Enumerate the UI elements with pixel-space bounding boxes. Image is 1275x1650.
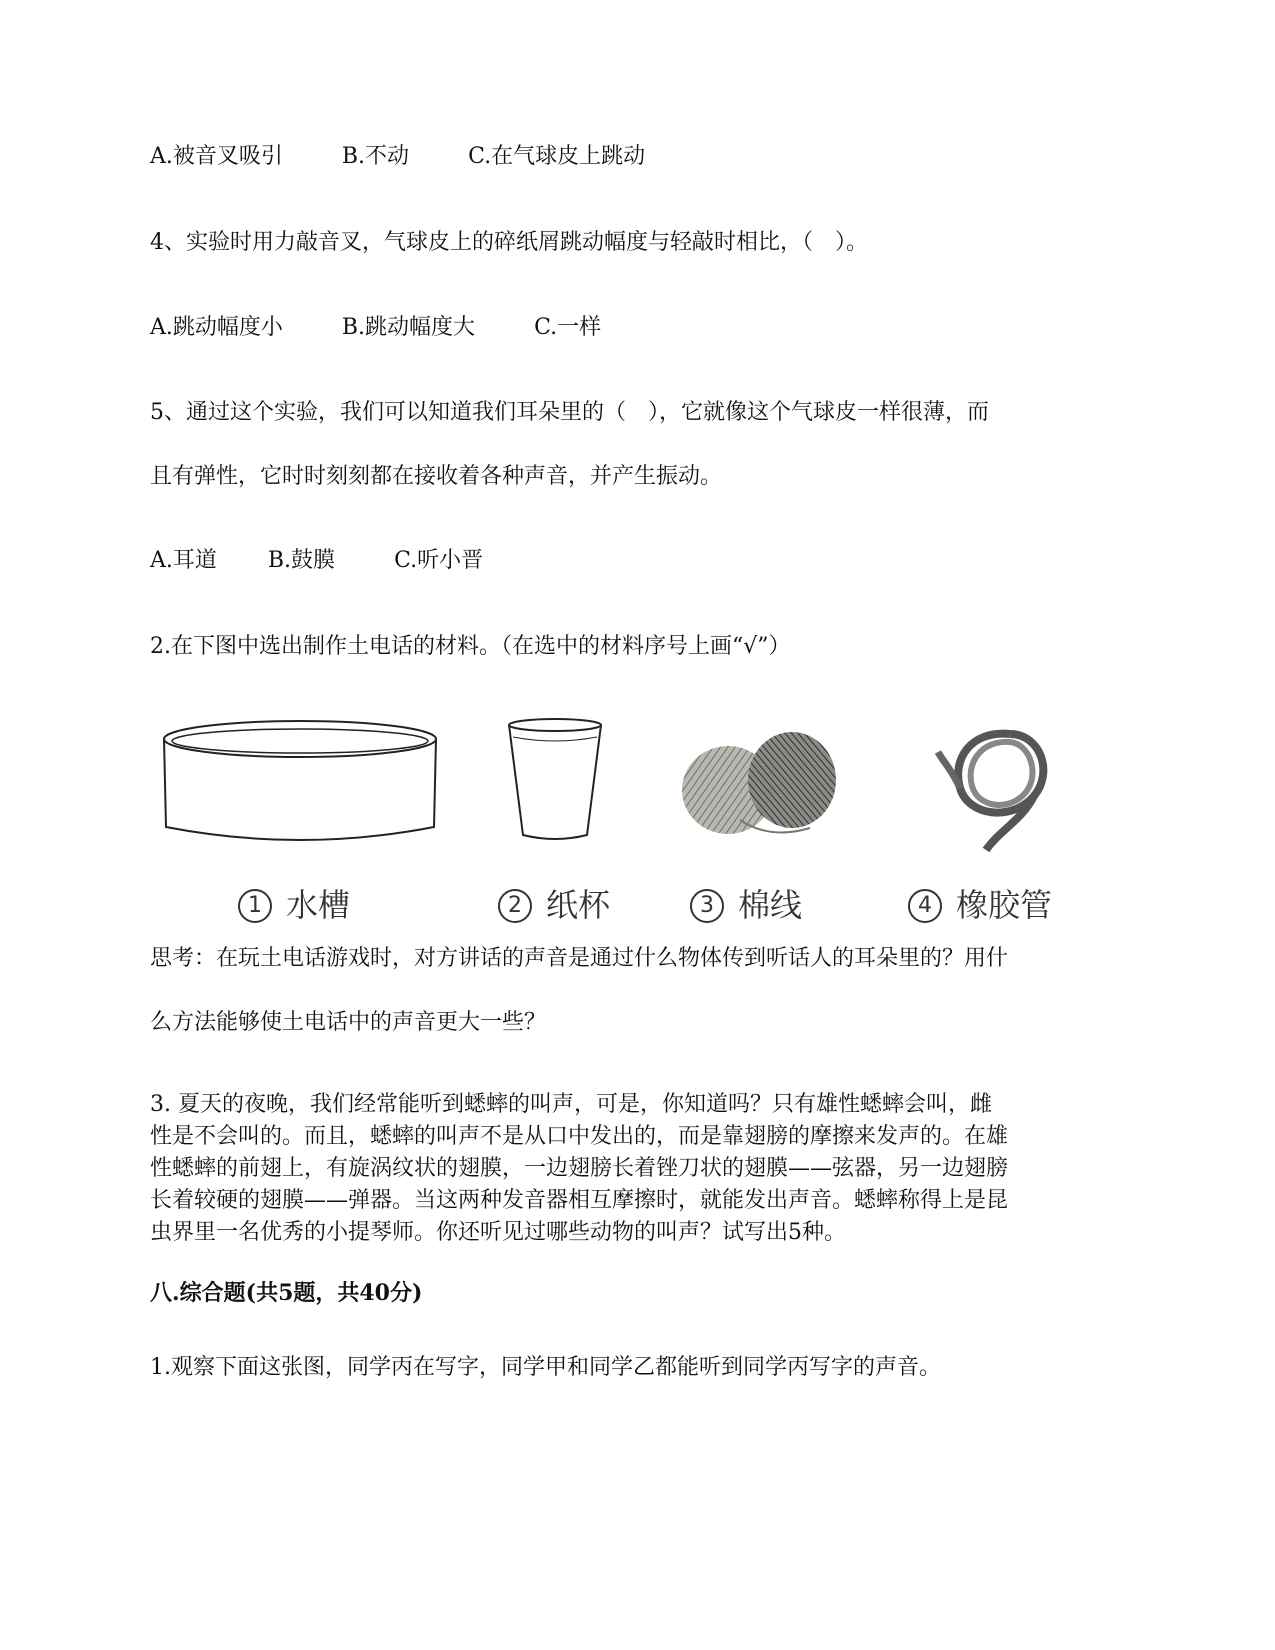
q5-options — [150, 546, 483, 576]
section-3-line-2: 性是不会叫的。而且，蟋蟀的叫声不是从口中发出的，而是靠翅膀的摩擦来发声的。在雄 — [150, 1124, 1009, 1149]
q5-line-2: 且有弹性，它时时刻刻都在接收着各种声音，并产生振动。 — [150, 464, 723, 489]
paper-cup-illustration — [505, 715, 605, 855]
q5-line-1: 5、通过这个实验，我们可以知道我们耳朵里的（ ），它就像这个气球皮一样很薄，而 — [150, 400, 989, 425]
option-a: A.被音叉吸引 — [150, 144, 283, 169]
section-8-heading: 八.综合题(共5题，共40分) — [150, 1280, 423, 1306]
option-a: A.跳动幅度小 — [150, 315, 283, 340]
think-line-2: 么方法能够使土电话中的声音更大一些？ — [150, 1010, 547, 1035]
material-label-3[interactable]: 3 棉线 — [690, 880, 802, 926]
water-trough-illustration — [160, 715, 450, 855]
q4-question: 4、实验时用力敲音叉，气球皮上的碎纸屑跳动幅度与轻敲时相比，（ ）。 — [150, 230, 868, 255]
section-8-q1: 1.观察下面这张图，同学丙在写字，同学甲和同学乙都能听到同学丙写字的声音。 — [150, 1355, 941, 1380]
material-label-1[interactable]: 1 水槽 — [238, 880, 350, 926]
option-b: B.不动 — [341, 144, 410, 169]
material-label-4[interactable]: 4 橡胶管 — [908, 880, 1052, 926]
section-3-line-5: 虫界里一名优秀的小提琴师。你还听见过哪些动物的叫声？试写出5种。 — [150, 1220, 846, 1245]
section-3-line-3: 性蟋蟀的前翅上，有旋涡纹状的翅膜，一边翅膀长着锉刀状的翅膜——弦器，另一边翅膀 — [150, 1156, 1009, 1181]
section-3-line-4: 长着较硬的翅膜——弹器。当这两种发音器相互摩擦时，就能发出声音。蟋蟀称得上是昆 — [150, 1188, 1009, 1213]
q4-options — [150, 313, 601, 343]
cotton-thread-illustration — [680, 710, 840, 860]
rubber-tube-illustration — [930, 710, 1070, 860]
q3-options — [150, 142, 645, 172]
option-b: B.鼓膜 — [267, 548, 336, 573]
materials-figure — [160, 715, 1120, 935]
option-c: C.在气球皮上跳动 — [468, 144, 646, 169]
material-label-2[interactable]: 2 纸杯 — [498, 880, 610, 926]
option-c: C.一样 — [534, 315, 602, 340]
option-b: B.跳动幅度大 — [341, 315, 476, 340]
section-2-title: 2.在下图中选出制作土电话的材料。（在选中的材料序号上画“√”） — [150, 634, 791, 659]
option-c: C.听小晋 — [394, 548, 484, 573]
think-line-1: 思考：在玩土电话游戏时，对方讲话的声音是通过什么物体传到听话人的耳朵里的？用什 — [150, 946, 1009, 971]
option-a: A.耳道 — [150, 548, 217, 573]
section-3-line-1: 3. 夏天的夜晚，我们经常能听到蟋蟀的叫声，可是，你知道吗？只有雄性蟋蟀会叫，雌 — [150, 1092, 992, 1117]
